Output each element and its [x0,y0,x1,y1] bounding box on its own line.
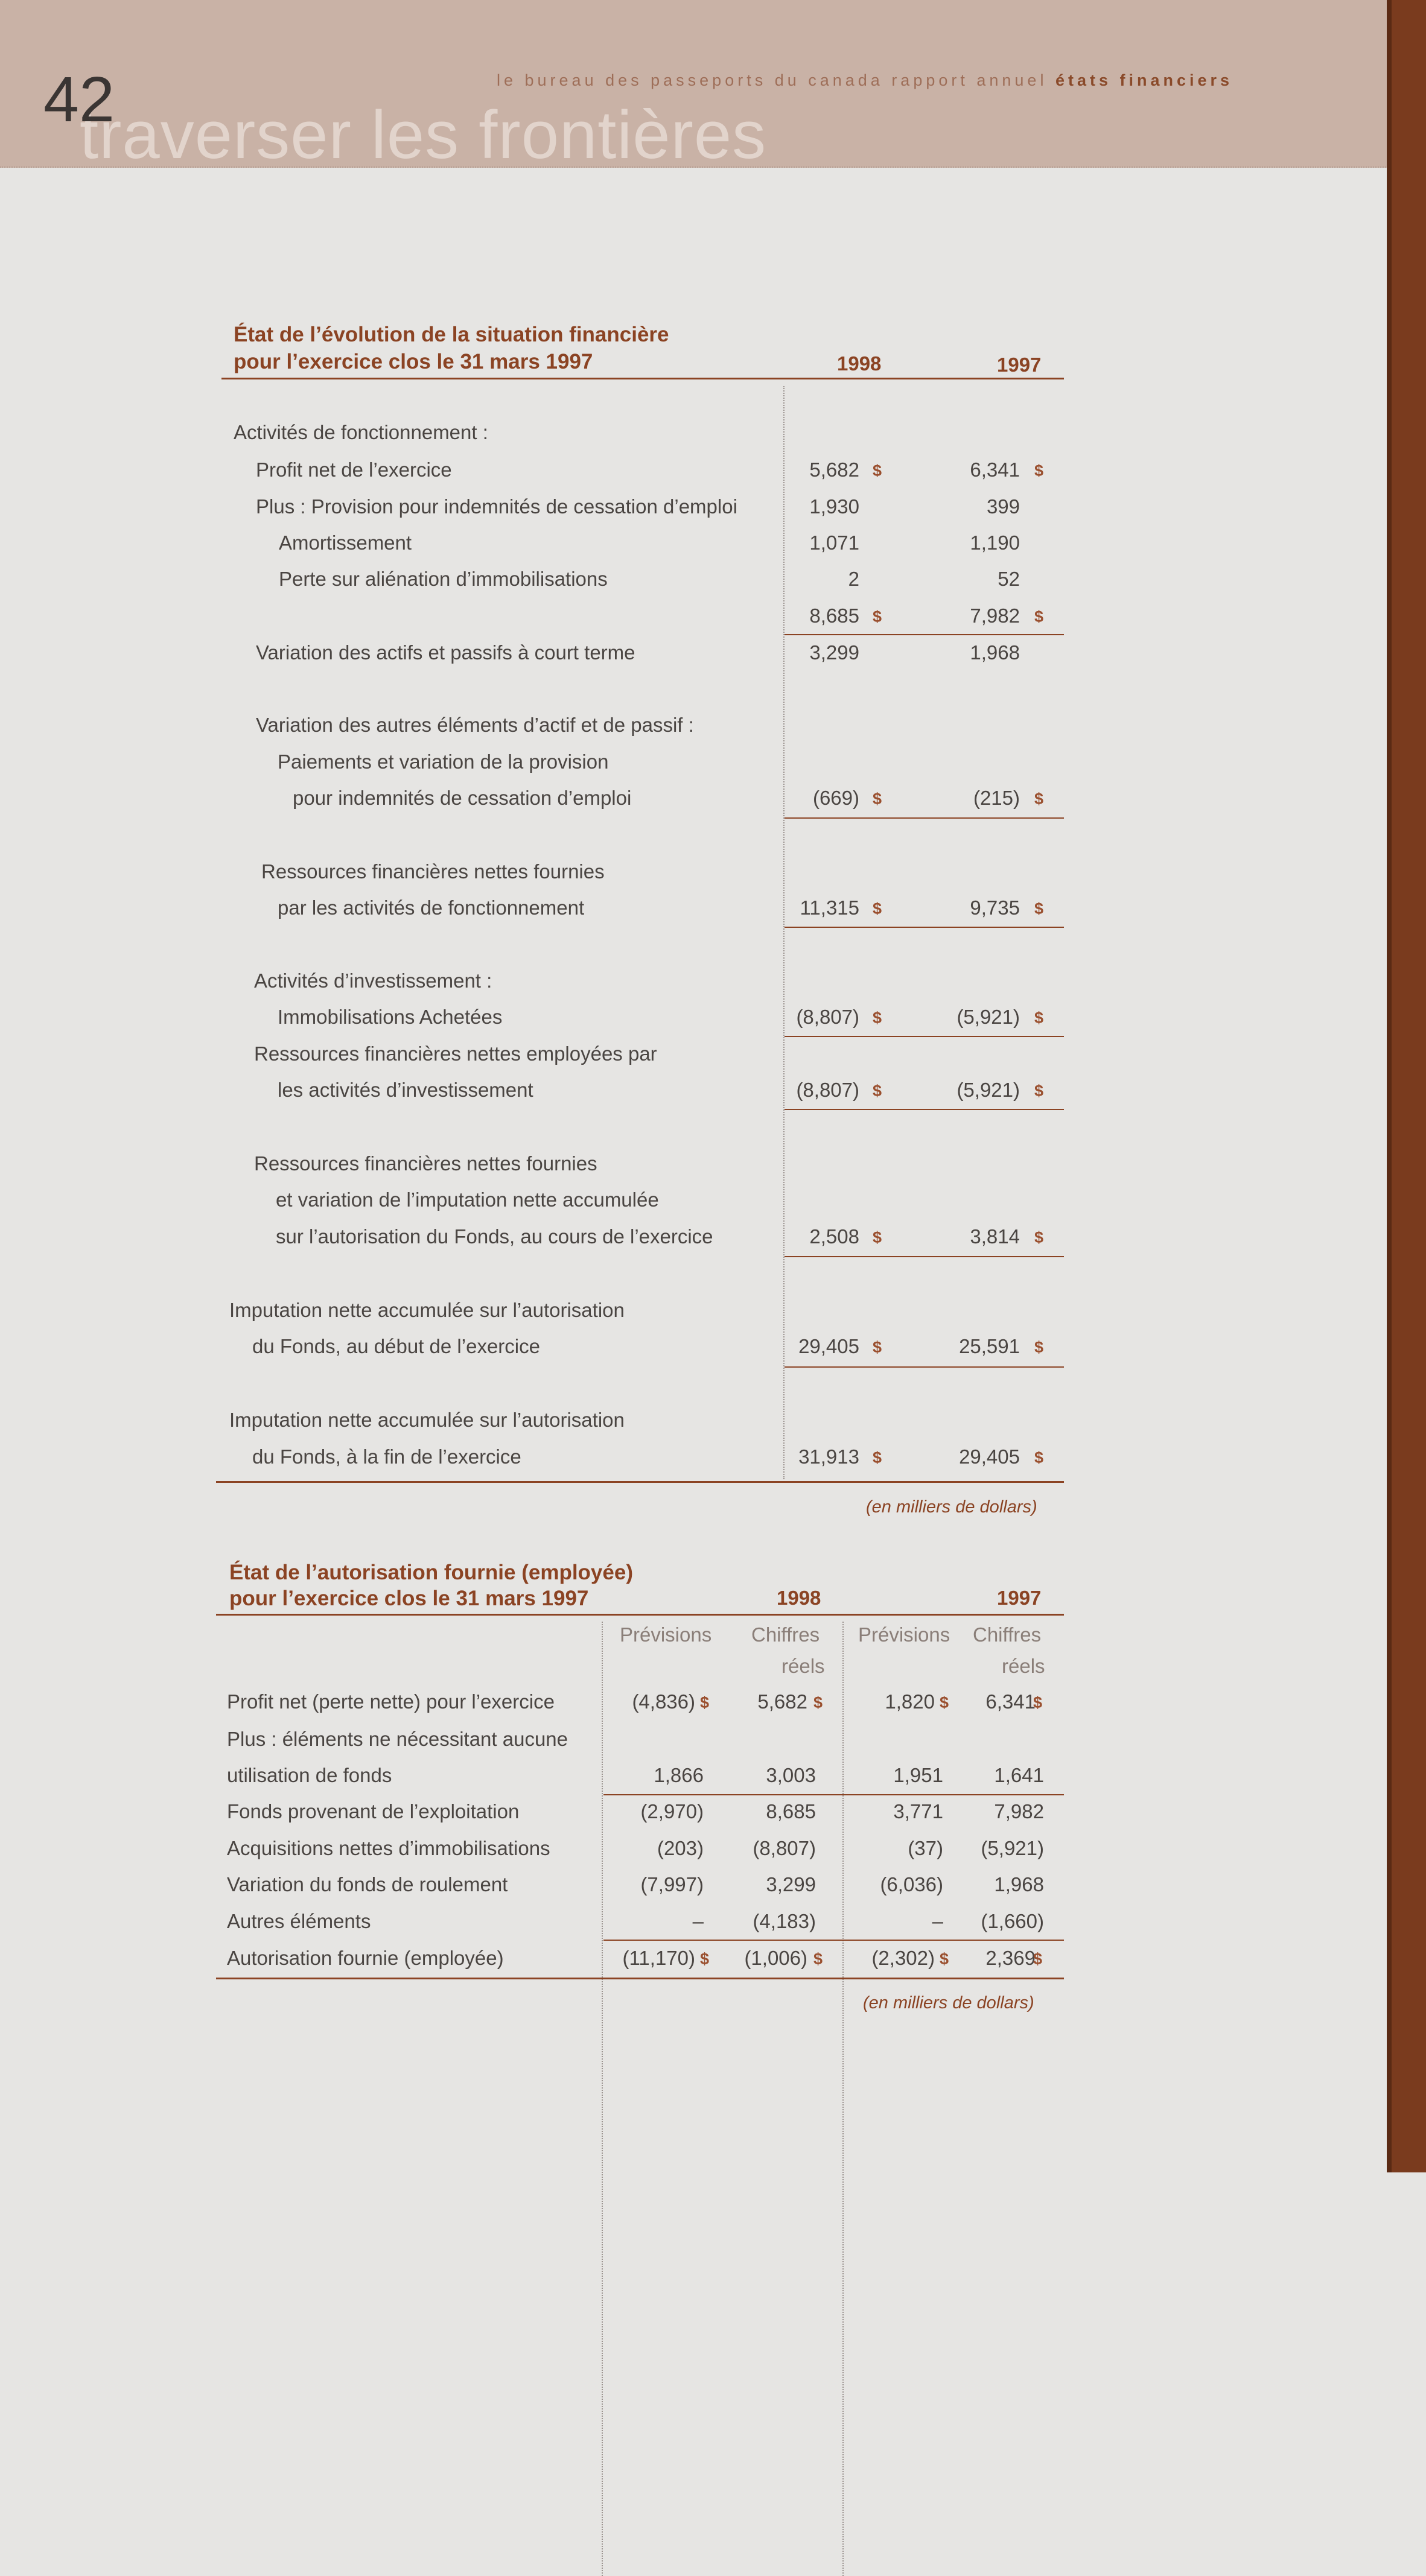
currency-symbol: $ [1034,608,1044,626]
cell-value: 2,369 [985,1947,1036,1969]
currency-symbol: $ [940,1693,949,1712]
value-1998: (8,807) [796,1006,859,1028]
currency-symbol: $ [813,1693,823,1712]
rule [785,1036,1064,1037]
cell-value: 1,866 [654,1764,704,1786]
value-1998: (8,807) [796,1079,859,1101]
cell-value: (2,970) [640,1800,704,1823]
value-1998: 31,913 [798,1445,859,1468]
row-label: Autorisation fournie (employée) [227,1947,504,1969]
cell-value: (5,921) [981,1837,1044,1859]
row-label: du Fonds, au début de l’exercice [252,1335,540,1357]
col-header-reels-1998: réels [781,1655,825,1677]
row-label: Ressources financières nettes fournies [261,860,605,883]
value-1997: 9,735 [970,896,1020,919]
value-1998: 29,405 [798,1335,859,1357]
value-1998: (669) [812,787,859,809]
value-1997: (215) [973,787,1020,809]
currency-symbol: $ [1034,1448,1044,1467]
value-1998: 8,685 [809,604,859,627]
row-label: par les activités de fonctionnement [278,896,585,919]
rule [603,1794,1064,1795]
value-1998: 2,508 [809,1225,859,1248]
value-1998: 1,930 [809,495,859,518]
value-1997: (5,921) [957,1079,1020,1101]
statement1-header-rule [221,378,1064,379]
cell-value: (1,660) [981,1910,1044,1932]
currency-symbol: $ [873,1009,882,1027]
row-label: Profit net (perte nette) pour l’exercice [227,1690,555,1713]
cell-value: 5,682 [757,1690,807,1713]
cell-value: 1,951 [893,1764,943,1786]
cell-value: 3,299 [766,1873,816,1896]
currency-symbol: $ [873,790,882,808]
row-label: du Fonds, à la fin de l’exercice [252,1445,521,1468]
statement1-bottom-rule [216,1481,1064,1483]
value-1997: 25,591 [959,1335,1020,1357]
currency-symbol: $ [1034,790,1044,808]
currency-symbol: $ [1034,1338,1044,1356]
statement1-title: État de l’évolution de la situation financière [234,323,669,346]
running-head-section: états financiers [1055,71,1233,89]
cell-value: 1,641 [994,1764,1044,1786]
row-label: Imputation nette accumulée sur l’autorisation [229,1409,625,1431]
value-1997: 1,190 [970,531,1020,554]
cell-value: 3,003 [766,1764,816,1786]
currency-symbol: $ [1034,1009,1044,1027]
cell-value: (4,836) [632,1690,695,1713]
value-1997: 6,341 [970,458,1020,481]
currency-symbol: $ [1034,1082,1044,1100]
currency-symbol: $ [1034,1228,1044,1246]
cell-value: – [932,1910,943,1932]
cell-value: 1,820 [885,1690,935,1713]
statement2-year-1997: 1997 [997,1587,1042,1609]
rule [785,1366,1064,1368]
book-edge [1387,0,1426,2172]
statement2-subtitle: pour l’exercice clos le 31 mars 1997 [229,1587,589,1610]
row-label: Fonds provenant de l’exploitation [227,1800,520,1823]
currency-symbol: $ [873,1448,882,1467]
row-label: Autres éléments [227,1910,371,1932]
cell-value: 8,685 [766,1800,816,1823]
row-label: Profit net de l’exercice [256,458,452,481]
col-header-reels-1997: réels [1002,1655,1045,1677]
row-label: Amortissement [279,531,412,554]
currency-symbol: $ [873,608,882,626]
cell-value: 1,968 [994,1873,1044,1896]
rule [785,927,1064,928]
value-1998: 3,299 [809,641,859,664]
row-label: Variation du fonds de roulement [227,1873,508,1896]
value-1997: 399 [986,495,1020,518]
value-1997: 29,405 [959,1445,1020,1468]
value-1997: (5,921) [957,1006,1020,1028]
row-label: Immobilisations Achetées [278,1006,503,1028]
row-label: Ressources financières nettes employées par [254,1042,657,1065]
currency-symbol: $ [1034,462,1044,480]
cell-value: (6,036) [880,1873,943,1896]
currency-symbol: $ [700,1693,710,1712]
statement1-column-divider [783,386,785,1479]
row-label: Paiements et variation de la provision [278,750,609,773]
statement2-units-note: (en milliers de dollars) [863,1993,1034,2013]
currency-symbol: $ [873,899,882,918]
value-1998: 2 [848,568,859,590]
currency-symbol: $ [1033,1950,1043,1968]
row-label: Ressources financières nettes fournies [254,1152,597,1175]
cell-value: (203) [657,1837,704,1859]
row-label: Activités de fonctionnement : [234,421,488,443]
row-label: Perte sur aliénation d’immobilisations [279,568,608,590]
value-1997: 52 [998,568,1020,590]
row-label: Activités d’investissement : [254,969,492,992]
currency-symbol: $ [873,1228,882,1246]
value-1998: 5,682 [809,458,859,481]
currency-symbol: $ [813,1950,823,1968]
currency-symbol: $ [940,1950,949,1968]
statement2-year-1998: 1998 [777,1587,821,1609]
statement1-year-1998: 1998 [837,352,882,375]
value-1997: 3,814 [970,1225,1020,1248]
currency-symbol: $ [1033,1693,1043,1712]
cell-value: (8,807) [753,1837,816,1859]
cell-value: 7,982 [994,1800,1044,1823]
row-label: Plus : éléments ne nécessitant aucune [227,1728,568,1750]
row-label: Imputation nette accumulée sur l’autorisation [229,1299,625,1321]
row-label: Variation des actifs et passifs à court terme [256,641,635,664]
page-number: 42 [43,64,115,135]
statement2-column-divider [842,1622,844,2576]
col-header-chiffres-1998: Chiffres [751,1623,820,1646]
rule [785,817,1064,819]
cell-value: (11,170) [622,1947,695,1969]
rule [785,1256,1064,1257]
currency-symbol: $ [700,1950,710,1968]
statement2-header-rule [216,1614,1064,1616]
cell-value: (7,997) [640,1873,704,1896]
row-label: Acquisitions nettes d’immobilisations [227,1837,550,1859]
statement2-title: État de l’autorisation fournie (employée) [229,1561,633,1584]
row-label: les activités d’investissement [278,1079,533,1101]
col-header-chiffres-1997: Chiffres [973,1623,1042,1646]
value-1997: 7,982 [970,604,1020,627]
cell-value: (37) [908,1837,943,1859]
value-1998: 11,315 [800,896,859,919]
cell-value: (1,006) [744,1947,807,1969]
currency-symbol: $ [1034,899,1044,918]
statement2-bottom-rule [216,1978,1064,1979]
watermark-title: traverser les frontières [80,97,767,173]
currency-symbol: $ [873,1082,882,1100]
statement2-column-divider [602,1622,603,2576]
cell-value: (2,302) [871,1947,935,1969]
value-1998: 1,071 [809,531,859,554]
subtotal-rule [785,634,1064,635]
running-head-text: le bureau des passeports du canada rapport annuel [497,71,1048,89]
statement1-subtitle: pour l’exercice clos le 31 mars 1997 [234,350,593,373]
cell-value: 3,771 [893,1800,943,1823]
statement1-year-1997: 1997 [997,354,1042,376]
row-label: sur l’autorisation du Fonds, au cours de l’exercice [276,1225,713,1248]
currency-symbol: $ [873,462,882,480]
cell-value: – [692,1910,704,1932]
value-1997: 1,968 [970,641,1020,664]
cell-value: 6,341 [985,1690,1036,1713]
statement1-units-note: (en milliers de dollars) [866,1497,1037,1517]
running-head [497,71,1233,90]
col-header-previsions-1997: Prévisions [858,1623,950,1646]
row-label: utilisation de fonds [227,1764,392,1786]
col-header-previsions-1998: Prévisions [620,1623,712,1646]
cell-value: (4,183) [753,1910,816,1932]
rule [603,1940,1064,1941]
row-label: Variation des autres éléments d’actif et de passif : [256,714,694,736]
row-label: Plus : Provision pour indemnités de cessation d’emploi [256,495,737,518]
rule [785,1109,1064,1110]
currency-symbol: $ [873,1338,882,1356]
row-label: pour indemnités de cessation d’emploi [293,787,632,809]
row-label: et variation de l’imputation nette accumulée [276,1188,659,1211]
